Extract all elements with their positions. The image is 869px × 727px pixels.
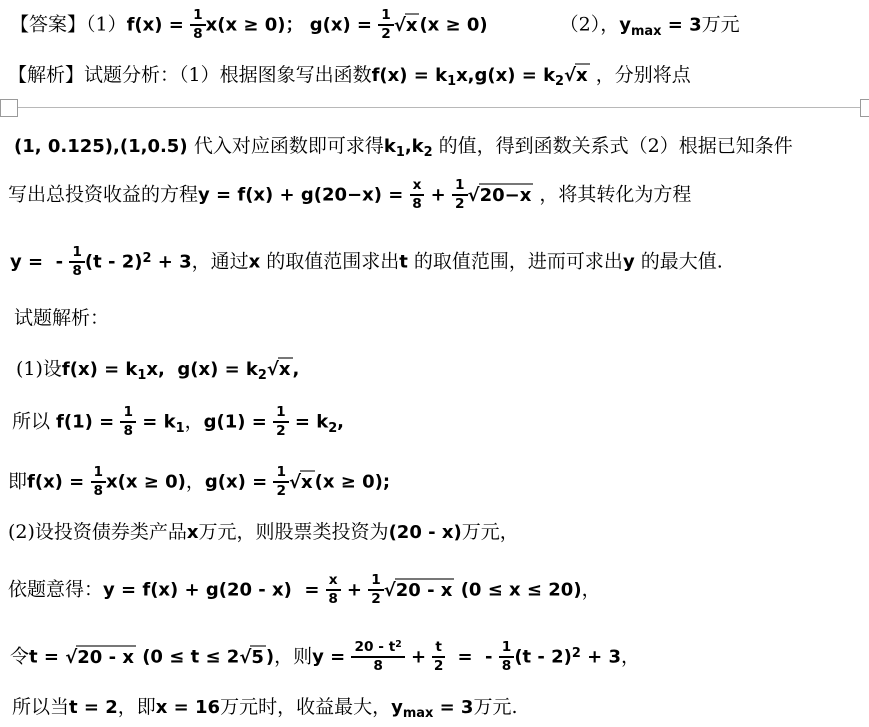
denominator: 8 — [193, 25, 203, 42]
chinese-text: 依题意得： — [8, 578, 104, 601]
subscript: 1 — [395, 144, 405, 160]
math-text: k — [383, 136, 396, 157]
denominator: 2 — [371, 590, 381, 607]
math-text: , — [292, 359, 300, 380]
math-text: = k — [288, 411, 329, 433]
denominator: 8 — [373, 657, 383, 674]
denominator: 2 — [381, 25, 391, 42]
denominator: 8 — [501, 657, 512, 674]
fraction — [91, 465, 107, 500]
math-text: + — [424, 184, 453, 206]
fraction — [378, 8, 394, 43]
radical-icon: √ — [65, 646, 78, 668]
math-text: g(x) = — [204, 471, 274, 493]
math-text: x(x ≥ 0)； — [205, 14, 310, 36]
superscript: 2 — [571, 645, 581, 661]
chinese-text: 【解析】试题分析：（1）根据图象写出函数 — [8, 64, 372, 86]
numerator: 1 — [368, 573, 384, 591]
radical-icon: √ — [266, 359, 279, 380]
subscript: max — [630, 23, 662, 39]
numerator: x — [410, 178, 425, 196]
answer-line — [10, 6, 740, 44]
solution-line-5 — [8, 571, 601, 609]
solution-line-1 — [16, 354, 299, 387]
numerator: t — [432, 640, 445, 658]
subscript: 1 — [137, 367, 147, 383]
radical-icon: √ — [393, 14, 406, 36]
chinese-text: ， — [184, 410, 204, 433]
chinese-text: 试题解析： — [14, 307, 110, 329]
math-text: y = - — [10, 251, 70, 273]
denominator: 8 — [328, 590, 338, 607]
chinese-text: 的取值范围，进而可求出 — [407, 250, 623, 273]
math-text: 20 - t — [354, 638, 396, 655]
math-text: + 3 — [151, 251, 192, 273]
math-text: ) — [265, 646, 275, 668]
math-text: (0 ≤ t ≤ 2 — [135, 646, 240, 668]
math-text: x,g(x) = k — [456, 65, 556, 86]
solution-line-2 — [12, 403, 345, 441]
math-text: + — [340, 579, 369, 601]
square-root — [394, 15, 420, 36]
subscript: 2 — [423, 144, 433, 160]
chinese-text: ，通过 — [191, 250, 249, 273]
numerator: 1 — [499, 640, 515, 658]
math-text: x(x ≥ 0) — [106, 471, 186, 493]
fraction — [120, 405, 136, 440]
radical-icon: √ — [288, 471, 301, 493]
math-text: + 3 — [580, 646, 622, 668]
math-text: y = f(x) + g(20 - x) = — [103, 579, 326, 601]
subscript: 2 — [555, 73, 565, 89]
chinese-text: 代入对应函数即可求得 — [193, 135, 384, 157]
radicand: 20 - x — [77, 646, 134, 668]
chinese-text: 即 — [8, 470, 28, 493]
chinese-text: 令 — [10, 645, 30, 668]
chinese-text: ， — [185, 470, 205, 493]
radicand: x — [405, 14, 418, 36]
math-text: , — [337, 411, 345, 433]
subscript: 2 — [257, 367, 267, 383]
fraction — [410, 178, 425, 213]
math-text: = 3 — [433, 697, 474, 718]
numerator: 1 — [378, 8, 394, 26]
solution-line-6 — [10, 638, 641, 676]
chinese-text: 万元. — [473, 696, 518, 718]
math-text: f(1) = — [56, 411, 121, 433]
numerator: 1 — [273, 405, 289, 423]
chinese-text: ， — [581, 578, 601, 601]
chinese-text: 万元 — [701, 13, 740, 36]
page-boundary-right-handle — [860, 99, 869, 117]
solution-heading — [14, 303, 109, 334]
radicand: x — [278, 359, 291, 380]
fraction — [190, 8, 206, 43]
math-text: (t - 2) — [84, 251, 143, 273]
radical-icon: √ — [383, 579, 396, 601]
math-text: y — [619, 14, 631, 36]
radicand: 5 — [251, 646, 264, 668]
chinese-text: 万元时，收益最大， — [220, 696, 392, 718]
math-text: y — [391, 697, 403, 718]
radicand: 20 - x — [395, 579, 453, 601]
chinese-text: 所以 — [12, 410, 57, 433]
fraction — [273, 405, 289, 440]
numerator: 1 — [120, 405, 136, 423]
math-text: y = — [312, 646, 352, 668]
radicand: x — [576, 65, 588, 86]
subscript: 1 — [447, 73, 457, 89]
chinese-text: （2）， — [559, 13, 620, 36]
square-root — [564, 65, 590, 86]
radical-icon: √ — [239, 646, 252, 668]
math-text: x — [186, 522, 199, 543]
superscript: 2 — [395, 638, 402, 650]
fraction — [452, 178, 468, 213]
denominator: 2 — [455, 195, 465, 212]
denominator: 2 — [433, 657, 444, 674]
fraction — [499, 640, 515, 675]
chinese-text: (1)设 — [16, 358, 62, 380]
math-text: x, g(x) = k — [146, 359, 258, 380]
math-text: (x ≥ 0); — [314, 471, 391, 493]
chinese-text: (2)设投资债券类产品 — [8, 521, 187, 543]
page-boundary-left-handle — [0, 99, 18, 117]
square-root — [267, 359, 293, 380]
math-text: t = 2 — [69, 697, 118, 718]
fraction — [368, 573, 384, 608]
math-text: = 3 — [661, 14, 702, 36]
math-text: x = 16 — [155, 697, 221, 718]
chinese-text: 的值，得到函数关系式（2）根据已知条件 — [432, 135, 793, 157]
fraction — [273, 465, 289, 500]
math-text: (0 ≤ x ≤ 20) — [454, 579, 582, 601]
chinese-text: 万元， — [461, 521, 519, 543]
subscript: max — [402, 705, 434, 721]
numerator: 1 — [91, 465, 107, 483]
chinese-text: 写出总投资收益的方程 — [8, 183, 199, 206]
chinese-text: 所以当 — [12, 696, 70, 718]
chinese-text: ，分别将点 — [589, 64, 691, 86]
chinese-text: 的最大值. — [634, 250, 723, 273]
fraction — [432, 640, 445, 675]
math-text: f(x) = k — [371, 65, 448, 86]
numerator: 1 — [69, 245, 85, 263]
analysis-line-4 — [10, 243, 723, 281]
numerator — [351, 640, 404, 658]
math-text: = k — [136, 411, 176, 433]
math-text: (1, 0.125),(1,0.5) — [14, 136, 194, 157]
math-text: g(1) = — [203, 411, 274, 433]
radicand: x — [301, 471, 313, 493]
numerator: 1 — [273, 465, 289, 483]
math-text: f(x) = — [27, 471, 91, 493]
chinese-text: ， — [621, 645, 641, 668]
denominator: 8 — [123, 422, 133, 439]
square-root — [468, 185, 534, 206]
square-root — [239, 647, 266, 668]
fraction — [326, 573, 341, 608]
numerator: 1 — [452, 178, 468, 196]
numerator: 1 — [190, 8, 206, 26]
page-boundary-line — [0, 107, 869, 108]
denominator: 8 — [93, 482, 104, 499]
subscript: 1 — [175, 420, 185, 436]
chinese-text: ，即 — [117, 696, 156, 718]
chinese-text: ，则 — [274, 645, 313, 668]
denominator: 8 — [412, 195, 422, 212]
numerator: x — [326, 573, 341, 591]
math-text: g(x) = — [309, 14, 379, 36]
chinese-text: 【答案】（1） — [10, 13, 127, 36]
math-text: y = f(x) + g(20−x) = — [198, 184, 410, 206]
analysis-line-2 — [14, 131, 793, 164]
math-text: = - — [444, 646, 499, 668]
math-text: (x ≥ 0) — [419, 14, 488, 36]
analysis-line-3 — [8, 176, 692, 214]
square-root — [65, 647, 136, 668]
solution-line-7 — [12, 692, 517, 725]
math-text: t — [399, 251, 408, 273]
math-text: ,k — [404, 136, 424, 157]
denominator: 8 — [72, 262, 82, 279]
math-text: x — [248, 251, 261, 273]
analysis-line-1 — [8, 60, 691, 93]
math-text: (t - 2) — [514, 646, 572, 668]
chinese-text: 的取值范围求出 — [260, 250, 400, 273]
math-text: + — [404, 646, 433, 668]
radical-icon: √ — [467, 184, 480, 206]
square-root — [289, 472, 315, 493]
denominator: 2 — [276, 422, 286, 439]
math-text: f(x) = k — [61, 359, 138, 380]
chinese-text: 万元，则股票类投资为 — [198, 521, 389, 543]
fraction — [69, 245, 85, 280]
square-root — [384, 580, 455, 601]
subscript: 2 — [328, 420, 338, 436]
math-text: f(x) = — [126, 14, 191, 36]
radical-icon: √ — [564, 65, 577, 86]
math-text: y — [622, 251, 635, 273]
math-text: t = — [29, 646, 66, 668]
chinese-text: ，将其转化为方程 — [533, 183, 692, 206]
solution-line-4 — [8, 517, 519, 548]
math-text: (20 - x) — [388, 522, 462, 543]
superscript: 2 — [142, 250, 152, 266]
radicand: 20−x — [479, 184, 532, 206]
fraction — [351, 640, 404, 675]
denominator: 2 — [276, 482, 286, 499]
solution-line-3 — [8, 463, 391, 501]
